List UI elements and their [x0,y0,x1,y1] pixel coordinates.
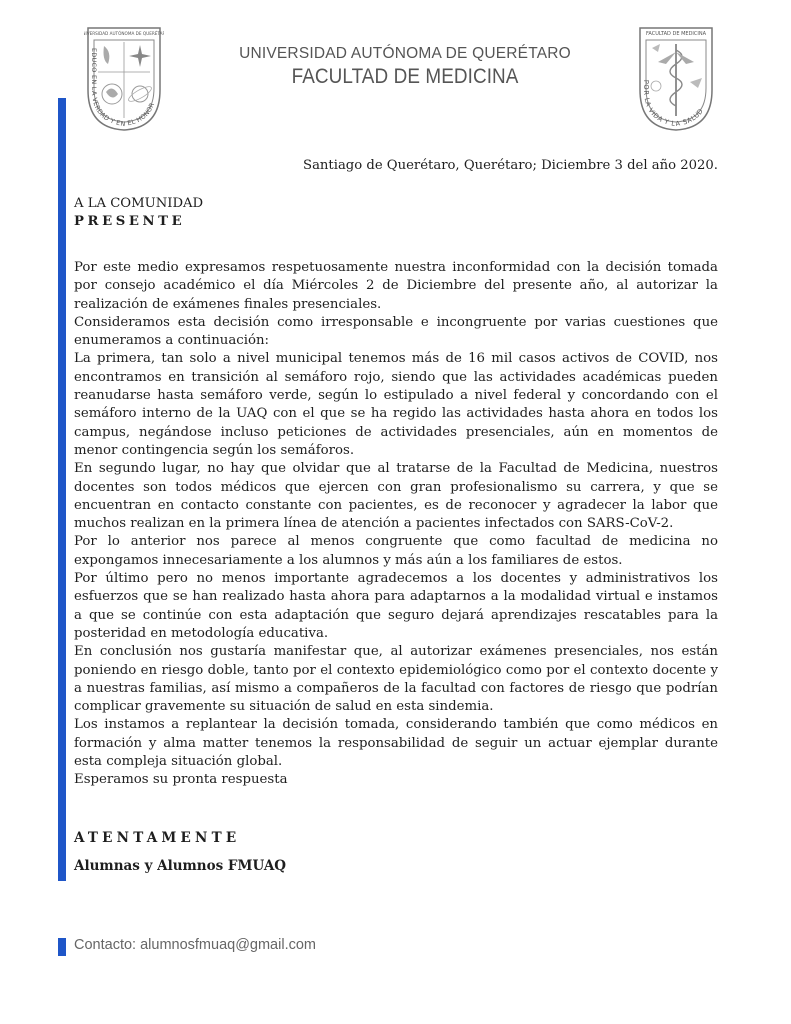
paragraph: Los instamos a replantear la decisión tomada, considerando también que como médicos en formación y alma matter tenemos la responsabilidad de seguir un actuar ejemplar durante esta compleja situación global. [74,717,718,770]
right-seal-top-text: FACULTAD DE MEDICINA [645,31,707,37]
footer-accent-bar [58,938,66,956]
svg-text:EDUCO EN LA VERDAD Y EN EL HON [90,48,156,128]
paragraph: Por este medio expresamos respetuosamente nuestra inconformidad con la decisión tomada por consejo académico el día Miércoles 2 de Diciembre del presente año, al autorizar la realización de exámenes finales presenciales. [74,260,718,312]
signature: Alumnas y Alumnos FMUAQ [74,858,287,874]
letter-date: Santiago de Querétaro, Querétaro; Diciembre 3 del año 2020. [303,158,718,173]
recipient-line: A LA COMUNIDAD [74,196,204,211]
uaq-seal-logo [84,22,164,132]
left-seal-top-text: IVERSIDAD AUTÓNOMA DE QUERÉTA [85,31,163,36]
letter-body [74,259,718,790]
paragraph: En conclusión nos gustaría manifestar que, al autorizar exámenes presenciales, nos están poniendo en riesgo doble, tanto por el contexto epidemiológico como por el contexto docente y a nuestras familias, así mismo a compañeros de la facultad con factores de riesgo que podrían complicar gravemente su situación de salud en esta sindemia. [74,644,718,715]
faculty-name: FACULTAD DE MEDICINA [291,65,519,88]
contact-email: Contacto: alumnosfmuaq@gmail.com [74,937,316,953]
paragraph: En segundo lugar, no hay que olvidar que al tratarse de la Facultad de Medicina, nuestros docentes son todos médicos que ejercen con gran profesionalismo su carrera, y que se encuentran en contacto constante con pacientes, es de reconocer y agradecer la labor que muchos realizan en la primera línea de atención a pacientes infectados con SARS-CoV-2. [74,461,718,532]
paragraph: Por último pero no menos importante agradecemos a los docentes y administrativos los esfuerzos que se han realizado hasta ahora para adaptarnos a la modalidad virtual e instamos a que se continúe con esta adaptación que seguro dejará aprendizajes rescatables para la posteridad en metodología educativa. [74,571,718,641]
right-seal-motto: POR LA VIDA Y LA SALUD [641,79,706,129]
presente-heading: PRESENTE [74,214,186,229]
medicine-faculty-seal-logo [636,22,716,132]
paragraph: Esperamos su pronta respuesta [74,772,288,788]
closing-heading: ATENTAMENTE [74,830,241,846]
university-name: UNIVERSIDAD AUTÓNOMA DE QUERÉTARO [239,45,571,62]
recipient-block [74,195,203,231]
paragraph: Consideramos esta decisión como irresponsable e incongruente por varias cuestiones que enumeramos a continuación: [74,314,718,349]
paragraph: La primera, tan solo a nivel municipal tenemos más de 16 mil casos activos de COVID, nos encontramos en transición al semáforo rojo, siendo que las actividades académicas pueden reanudarse hasta semáforo verde, según lo estipulado a nivel federal y concordando con el semáforo interno de la UAQ con el que se ha regido las actividades hasta ahora en todos los campus, negándose incluso peticiones de actividades presenciales, aún en momentos de menor contingencia según los semáforos. [74,351,718,458]
side-accent-bar [58,98,66,881]
paragraph: Por lo anterior nos parece al menos congruente que como facultad de medicina no expongamos innecesariamente a los alumnos y más aún a los familiares de estos. [74,534,718,568]
left-seal-motto: EDUCO EN LA VERDAD Y EN EL HONOR [89,47,157,129]
letterhead [200,44,610,90]
